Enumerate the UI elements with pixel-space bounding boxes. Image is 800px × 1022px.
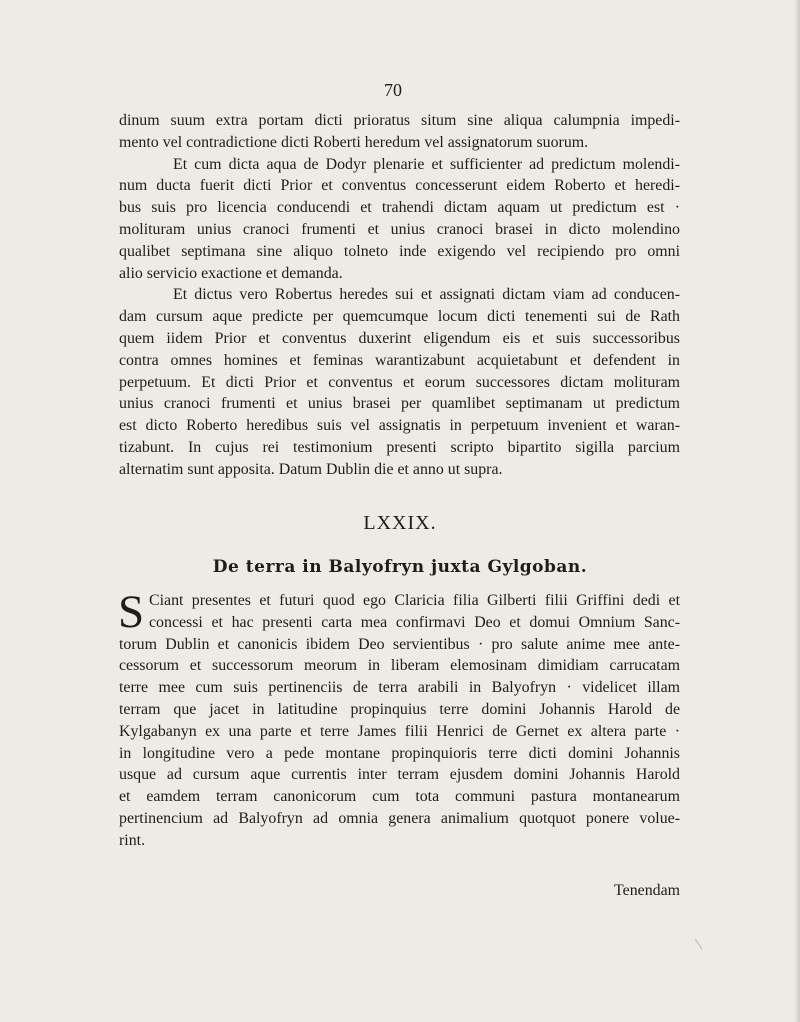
text-line: dam cursum aque predicte per quemcumque locum dicti tenementi sui de Rath: [119, 308, 680, 326]
text-line: et eamdem terram canonicorum cum tota communi pastura montanearum: [119, 788, 680, 806]
text-line: usque ad cursum aque currentis inter terram ejusdem domini Johannis Harold: [119, 766, 680, 784]
text-line: contra omnes homines et feminas warantizabunt acquietabunt et defendent in: [119, 351, 680, 369]
text-line: Kylgabanyn ex una parte et terre James filii Henrici de Gernet ex altera parte ·: [119, 722, 680, 740]
text-line: cessorum et successorum meorum in liberam elemosinam dimidiam carrucatam: [119, 657, 680, 675]
text-line: pertinencium ad Balyofryn ad omnia genera animalium quotquot ponere volue-: [119, 809, 680, 827]
text-line: terram que jacet in latitudine propinquius terre domini Johannis Harold de: [119, 700, 680, 718]
text-line: alio servicio exactione et demanda.: [119, 264, 343, 282]
text-line: dinum suum extra portam dicti prioratus situm sine aliqua calumpnia impedi-: [119, 112, 680, 129]
text-line: alternatim sunt apposita. Datum Dublin die et anno ut supra.: [119, 460, 503, 478]
text-line: num ducta fuerit dicti Prior et conventus concesserunt eidem Roberto et heredi-: [119, 177, 680, 195]
text-line: mento vel contradictione dicti Roberti heredum vel assignatorum suorum.: [119, 133, 589, 151]
text-line: Et cum dicta aqua de Dodyr plenarie et sufficienter ad predictum molendi-: [173, 155, 680, 173]
text-line: in longitudine vero a pede montane propinquioris terre dicti domini Johannis: [119, 744, 680, 762]
drop-cap-letter: S: [118, 586, 145, 638]
section-heading: De terra in Balyofryn juxta Gylgoban.: [212, 557, 588, 577]
text-line: tizabunt. In cujus rei testimonium presenti scripto bipartito sigilla parcium: [119, 438, 680, 456]
charter-text-block: [118, 586, 680, 852]
page-edge-shadow: [794, 0, 800, 1022]
text-line: qualibet septimana sine aliquo tolneto inde exigendo vel recipiendo pro omni: [119, 242, 680, 260]
page-number: 70: [384, 80, 402, 100]
text-line: Et dictus vero Robertus heredes sui et assignati dictam viam ad conducen-: [173, 286, 680, 304]
text-line: rint.: [119, 831, 146, 849]
text-line: est dicto Roberto heredibus suis vel assignatis in perpetuum invenient et waran-: [119, 417, 680, 435]
top-text-block: [119, 110, 680, 481]
margin-mark: [695, 939, 703, 949]
catchword: Tenendam: [614, 882, 680, 899]
text-line: torum Dublin et canonicis ibidem Deo servientibus · pro salute anime mee ante-: [119, 635, 680, 653]
text-line: quem iidem Prior et conventus duxerint eligendum eis et suis successoribus: [119, 329, 680, 347]
section-number: LXXIX.: [363, 512, 437, 534]
text-line: concessi et hac presenti carta mea confirmavi Deo et domui Omnium Sanc-: [149, 613, 680, 631]
text-line: bus suis pro licencia conducendi et trahendi dictam aquam ut predictum est ·: [119, 199, 680, 217]
text-line: terre mee cum suis pertinenciis de terra arabili in Balyofryn · videlicet illam: [119, 679, 680, 697]
text-line: molituram unius cranoci frumenti et unius cranoci brasei in dicto molendino: [119, 220, 680, 238]
text-line: unius cranoci frumenti et unius brasei per quamlibet septimanam ut predictum: [119, 395, 680, 413]
text-line: Ciant presentes et futuri quod ego Claricia filia Gilberti filii Griffini dedi et: [149, 592, 680, 609]
text-line: perpetuum. Et dicti Prior et conventus et eorum successores dictam molituram: [119, 373, 680, 391]
